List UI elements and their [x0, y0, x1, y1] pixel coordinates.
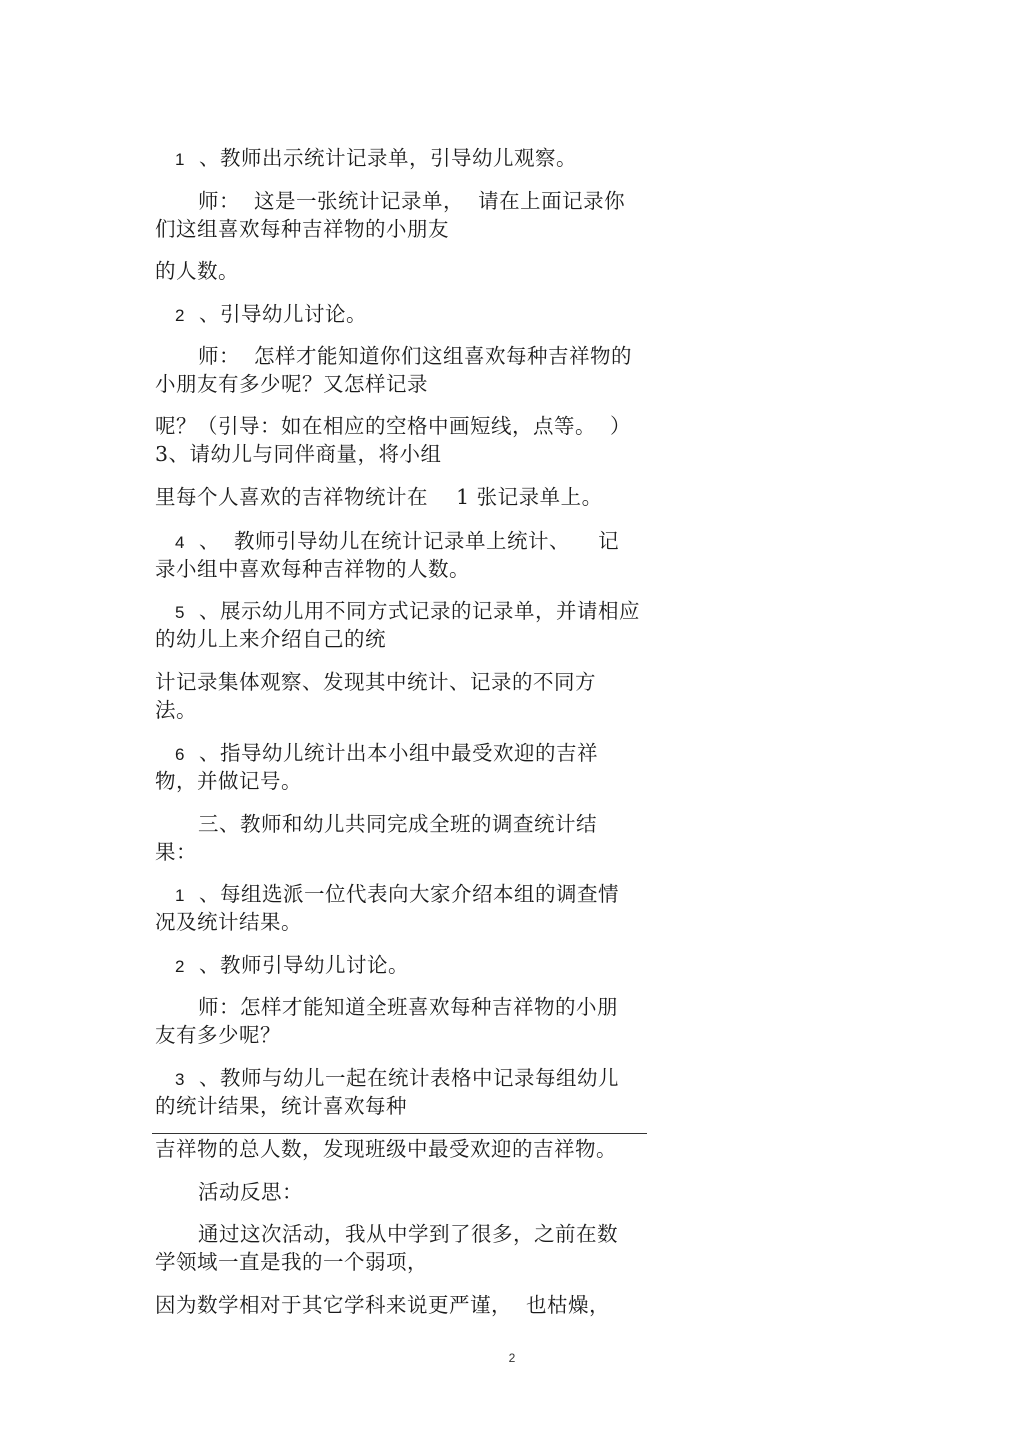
paragraph-line: 师：怎样才能知道全班喜欢每种吉祥物的小朋	[198, 995, 618, 1019]
paragraph-line: 果：	[155, 840, 197, 864]
paragraph-line: 里每个人喜欢的吉祥物统计在 1 张记录单上。	[155, 485, 603, 509]
paragraph-line: 3 、教师与幼儿一起在统计表格中记录每组幼儿	[175, 1066, 620, 1090]
paragraph-line: 1 、每组选派一位代表向大家介绍本组的调查情	[175, 882, 620, 906]
paragraph-line: 师： 怎样才能知道你们这组喜欢每种吉祥物的	[198, 344, 633, 368]
paragraph-line: 2 、教师引导幼儿讨论。	[175, 953, 410, 977]
paragraph-line: 法。	[155, 698, 197, 722]
paragraph-line: 呢？（引导：如在相应的空格中画短线，点等。 ）	[155, 414, 632, 438]
paragraph-line: 1 、教师出示统计记录单，引导幼儿观察。	[175, 146, 578, 170]
paragraph-line: 6 、指导幼儿统计出本小组中最受欢迎的吉祥	[175, 741, 599, 765]
paragraph-line: 的统计结果，统计喜欢每种	[155, 1094, 407, 1118]
paragraph-line: 们这组喜欢每种吉祥物的小朋友	[155, 217, 449, 241]
paragraph-line: 3、请幼儿与同伴商量，将小组	[155, 442, 442, 466]
paragraph-line: 学领域一直是我的一个弱项，	[155, 1250, 428, 1274]
section-heading: 活动反思：	[198, 1180, 303, 1204]
paragraph-line: 吉祥物的总人数，发现班级中最受欢迎的吉祥物。	[155, 1137, 617, 1161]
section-heading: 三、教师和幼儿共同完成全班的调查统计结	[198, 812, 597, 836]
paragraph-line: 物，并做记号。	[155, 769, 302, 793]
paragraph-line: 友有多少呢？	[155, 1023, 281, 1047]
paragraph-line: 师： 这是一张统计记录单， 请在上面记录你	[198, 189, 626, 213]
paragraph-line: 5 、展示幼儿用不同方式记录的记录单，并请相应	[175, 599, 641, 623]
paragraph-line: 的人数。	[155, 259, 239, 283]
paragraph-line: 况及统计结果。	[155, 910, 302, 934]
paragraph-line: 4 、 教师引导幼儿在统计记录单上统计、 记	[175, 529, 620, 553]
paragraph-line: 计记录集体观察、发现其中统计、记录的不同方	[155, 670, 596, 694]
horizontal-rule	[152, 1133, 647, 1134]
paragraph-line: 2 、引导幼儿讨论。	[175, 302, 368, 326]
paragraph-line: 通过这次活动，我从中学到了很多，之前在数	[198, 1222, 618, 1246]
paragraph-line: 的幼儿上来介绍自己的统	[155, 627, 386, 651]
paragraph-line: 因为数学相对于其它学科来说更严谨， 也枯燥，	[155, 1293, 611, 1317]
paragraph-line: 录小组中喜欢每种吉祥物的人数。	[155, 557, 470, 581]
paragraph-line: 小朋友有多少呢？又怎样记录	[155, 372, 428, 396]
page-number: 2	[508, 1351, 516, 1365]
